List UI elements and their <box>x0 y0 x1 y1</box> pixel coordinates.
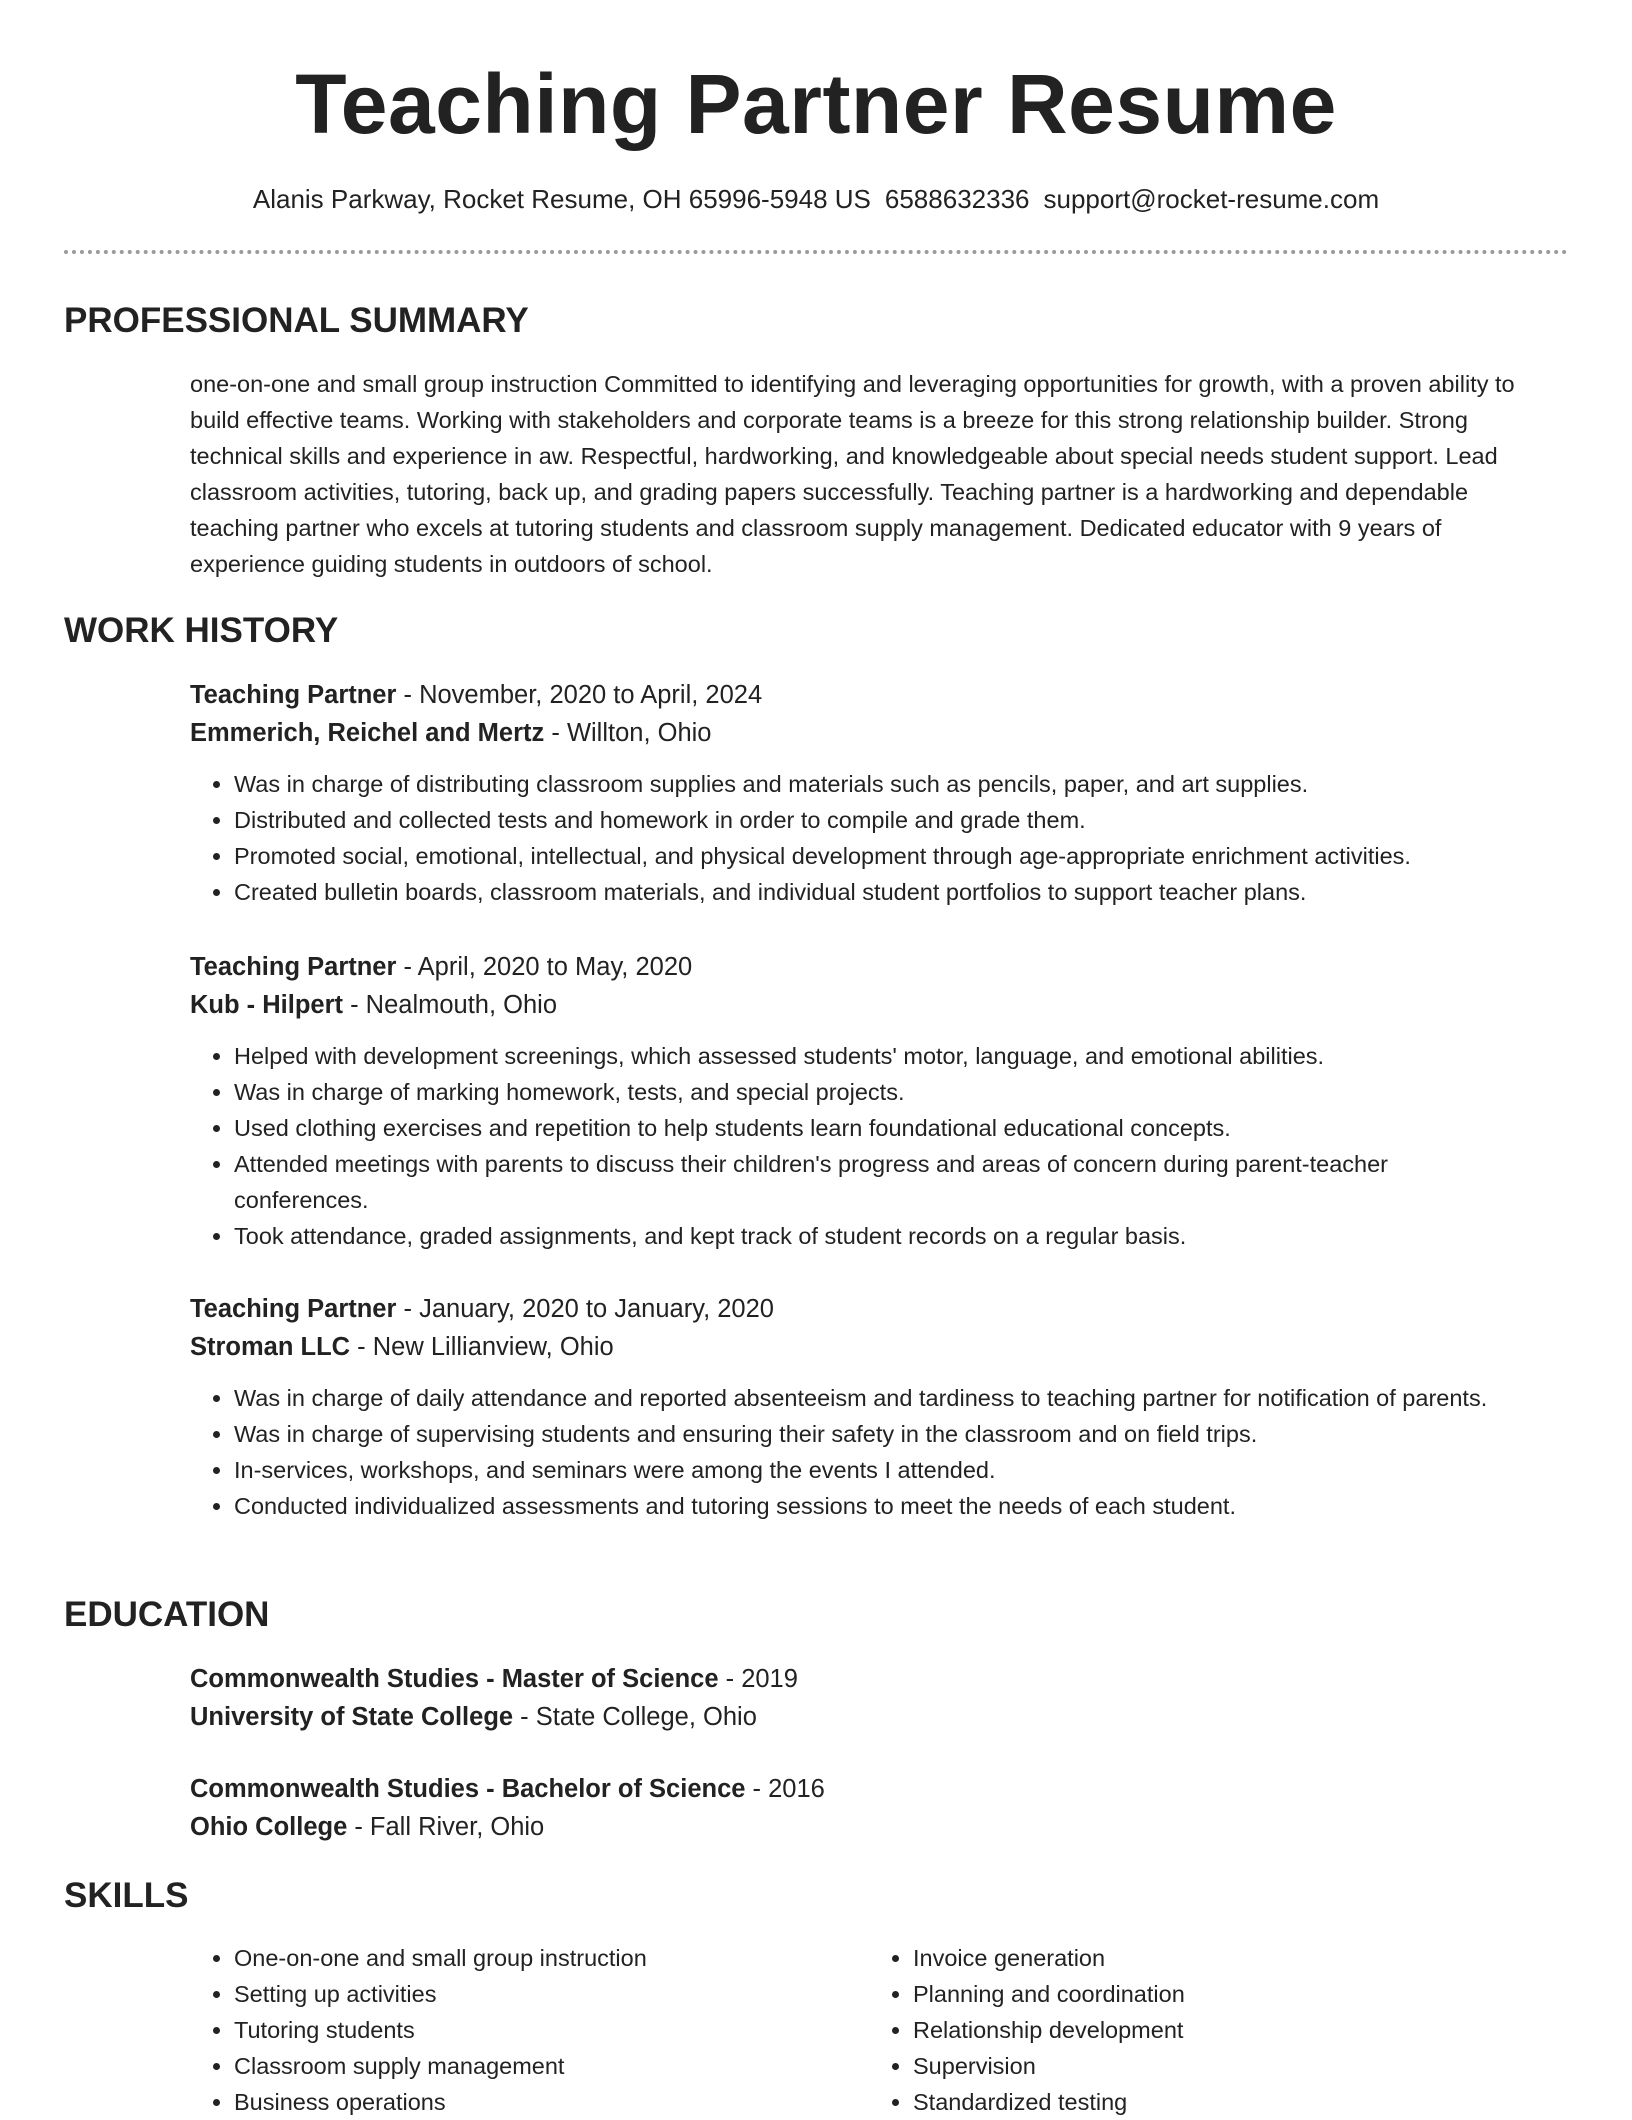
list-item: • Took attendance, graded assignments, and kept track of student records on a regular basis. <box>234 1218 1520 1254</box>
job-title-line <box>190 676 1520 714</box>
job-entry <box>190 676 1520 910</box>
degree-year: - 2019 <box>718 1665 798 1693</box>
school-line <box>190 1698 1520 1736</box>
list-item: • Planning and coordination <box>913 1976 1509 2012</box>
header-divider <box>64 250 1568 254</box>
degree-line <box>190 1770 1520 1808</box>
skills-heading: SKILLS <box>64 1876 189 1915</box>
list-item: • Relationship development <box>913 2012 1509 2048</box>
contact-phone: 6588632336 <box>884 184 1030 214</box>
summary-text: one-on-one and small group instruction Committed to identifying and leveraging opportunities for growth, with a proven ability to build effective teams. Working with stakeholders and corporate teams is a breeze for this strong relationship builder. Strong technical skills and experience in aw. Respectful, hardworking, and knowledgeable about special needs student support. Lead classroom activities, tutoring, back up, and grading papers successfully. Teaching partner is a hardworking and dependable teaching partner who excels at tutoring students and classroom supply management. Dedicated educator with 9 years of experience guiding students in outdoors of school. <box>190 371 1515 577</box>
job-bullets <box>190 1380 1520 1524</box>
school: University of State College <box>190 1703 514 1731</box>
list-item: • Attended meetings with parents to discuss their children's progress and areas of concern during parent-teacher conferences. <box>234 1146 1520 1218</box>
list-item: • Was in charge of distributing classroom supplies and materials such as pencils, paper, and art supplies. <box>234 766 1520 802</box>
job-bullets <box>190 1038 1520 1254</box>
contact-line <box>0 182 1632 216</box>
list-item: • Supervision <box>913 2048 1509 2084</box>
skills-list <box>869 1940 1509 2120</box>
school-line <box>190 1808 1520 1846</box>
summary-heading: PROFESSIONAL SUMMARY <box>64 301 529 340</box>
education-entry <box>190 1660 1520 1736</box>
list-item: • Invoice generation <box>913 1940 1509 1976</box>
job-location: - New Lillianview, Ohio <box>350 1333 614 1361</box>
job-title-line <box>190 1290 1520 1328</box>
job-title: Teaching Partner <box>190 681 397 709</box>
contact-address: Alanis Parkway, Rocket Resume, OH 65996-5948 US <box>252 184 871 214</box>
job-dates: - April, 2020 to May, 2020 <box>396 953 693 981</box>
job-company: Emmerich, Reichel and Mertz <box>190 719 545 747</box>
job-company-line <box>190 1328 1520 1366</box>
school: Ohio College <box>190 1813 348 1841</box>
job-company: Stroman LLC <box>190 1333 351 1361</box>
list-item: • Created bulletin boards, classroom materials, and individual student portfolios to support teacher plans. <box>234 874 1520 910</box>
list-item: • Conducted individualized assessments and tutoring sessions to meet the needs of each student. <box>234 1488 1520 1524</box>
list-item: • One-on-one and small group instruction <box>234 1940 830 1976</box>
list-item: • Standardized testing <box>913 2084 1509 2120</box>
list-item: • Was in charge of marking homework, tests, and special projects. <box>234 1074 1520 1110</box>
job-entry <box>190 1290 1520 1524</box>
list-item: • Classroom supply management <box>234 2048 830 2084</box>
job-title-line <box>190 948 1520 986</box>
job-bullets <box>190 766 1520 910</box>
skills-column-left <box>190 1940 830 2120</box>
list-item: • Distributed and collected tests and homework in order to compile and grade them. <box>234 802 1520 838</box>
education-heading: EDUCATION <box>64 1595 270 1634</box>
job-location: - Nealmouth, Ohio <box>343 991 558 1019</box>
degree: Commonwealth Studies - Bachelor of Science <box>190 1775 746 1803</box>
job-company-line <box>190 986 1520 1024</box>
list-item: • Tutoring students <box>234 2012 830 2048</box>
list-item: • Was in charge of supervising students and ensuring their safety in the classroom and on field trips. <box>234 1416 1520 1452</box>
degree: Commonwealth Studies - Master of Science <box>190 1665 719 1693</box>
skills-column-right <box>869 1940 1509 2120</box>
skills-list <box>190 1940 830 2120</box>
job-company: Kub - Hilpert <box>190 991 343 1019</box>
degree-year: - 2016 <box>745 1775 825 1803</box>
work-history-heading: WORK HISTORY <box>64 611 339 650</box>
list-item: • In-services, workshops, and seminars were among the events I attended. <box>234 1452 1520 1488</box>
job-location: - Willton, Ohio <box>544 719 712 747</box>
degree-line <box>190 1660 1520 1698</box>
list-item: • Helped with development screenings, which assessed students' motor, language, and emotional abilities. <box>234 1038 1520 1074</box>
list-item: • Business operations <box>234 2084 830 2120</box>
job-company-line <box>190 714 1520 752</box>
job-dates: - November, 2020 to April, 2024 <box>396 681 763 709</box>
job-title: Teaching Partner <box>190 1295 397 1323</box>
list-item: • Promoted social, emotional, intellectual, and physical development through age-appropriate enrichment activities. <box>234 838 1520 874</box>
list-item: • Used clothing exercises and repetition to help students learn foundational educational concepts. <box>234 1110 1520 1146</box>
education-entry <box>190 1770 1520 1846</box>
resume-title: Teaching Partner Resume <box>295 57 1337 151</box>
school-location: - Fall River, Ohio <box>347 1813 545 1841</box>
list-item: • Was in charge of daily attendance and reported absenteeism and tardiness to teaching partner for notification of parents. <box>234 1380 1520 1416</box>
list-item: • Setting up activities <box>234 1976 830 2012</box>
job-dates: - January, 2020 to January, 2020 <box>396 1295 774 1323</box>
school-location: - State College, Ohio <box>513 1703 757 1731</box>
job-entry <box>190 948 1520 1254</box>
contact-email: support@rocket-resume.com <box>1043 184 1380 214</box>
job-title: Teaching Partner <box>190 953 397 981</box>
